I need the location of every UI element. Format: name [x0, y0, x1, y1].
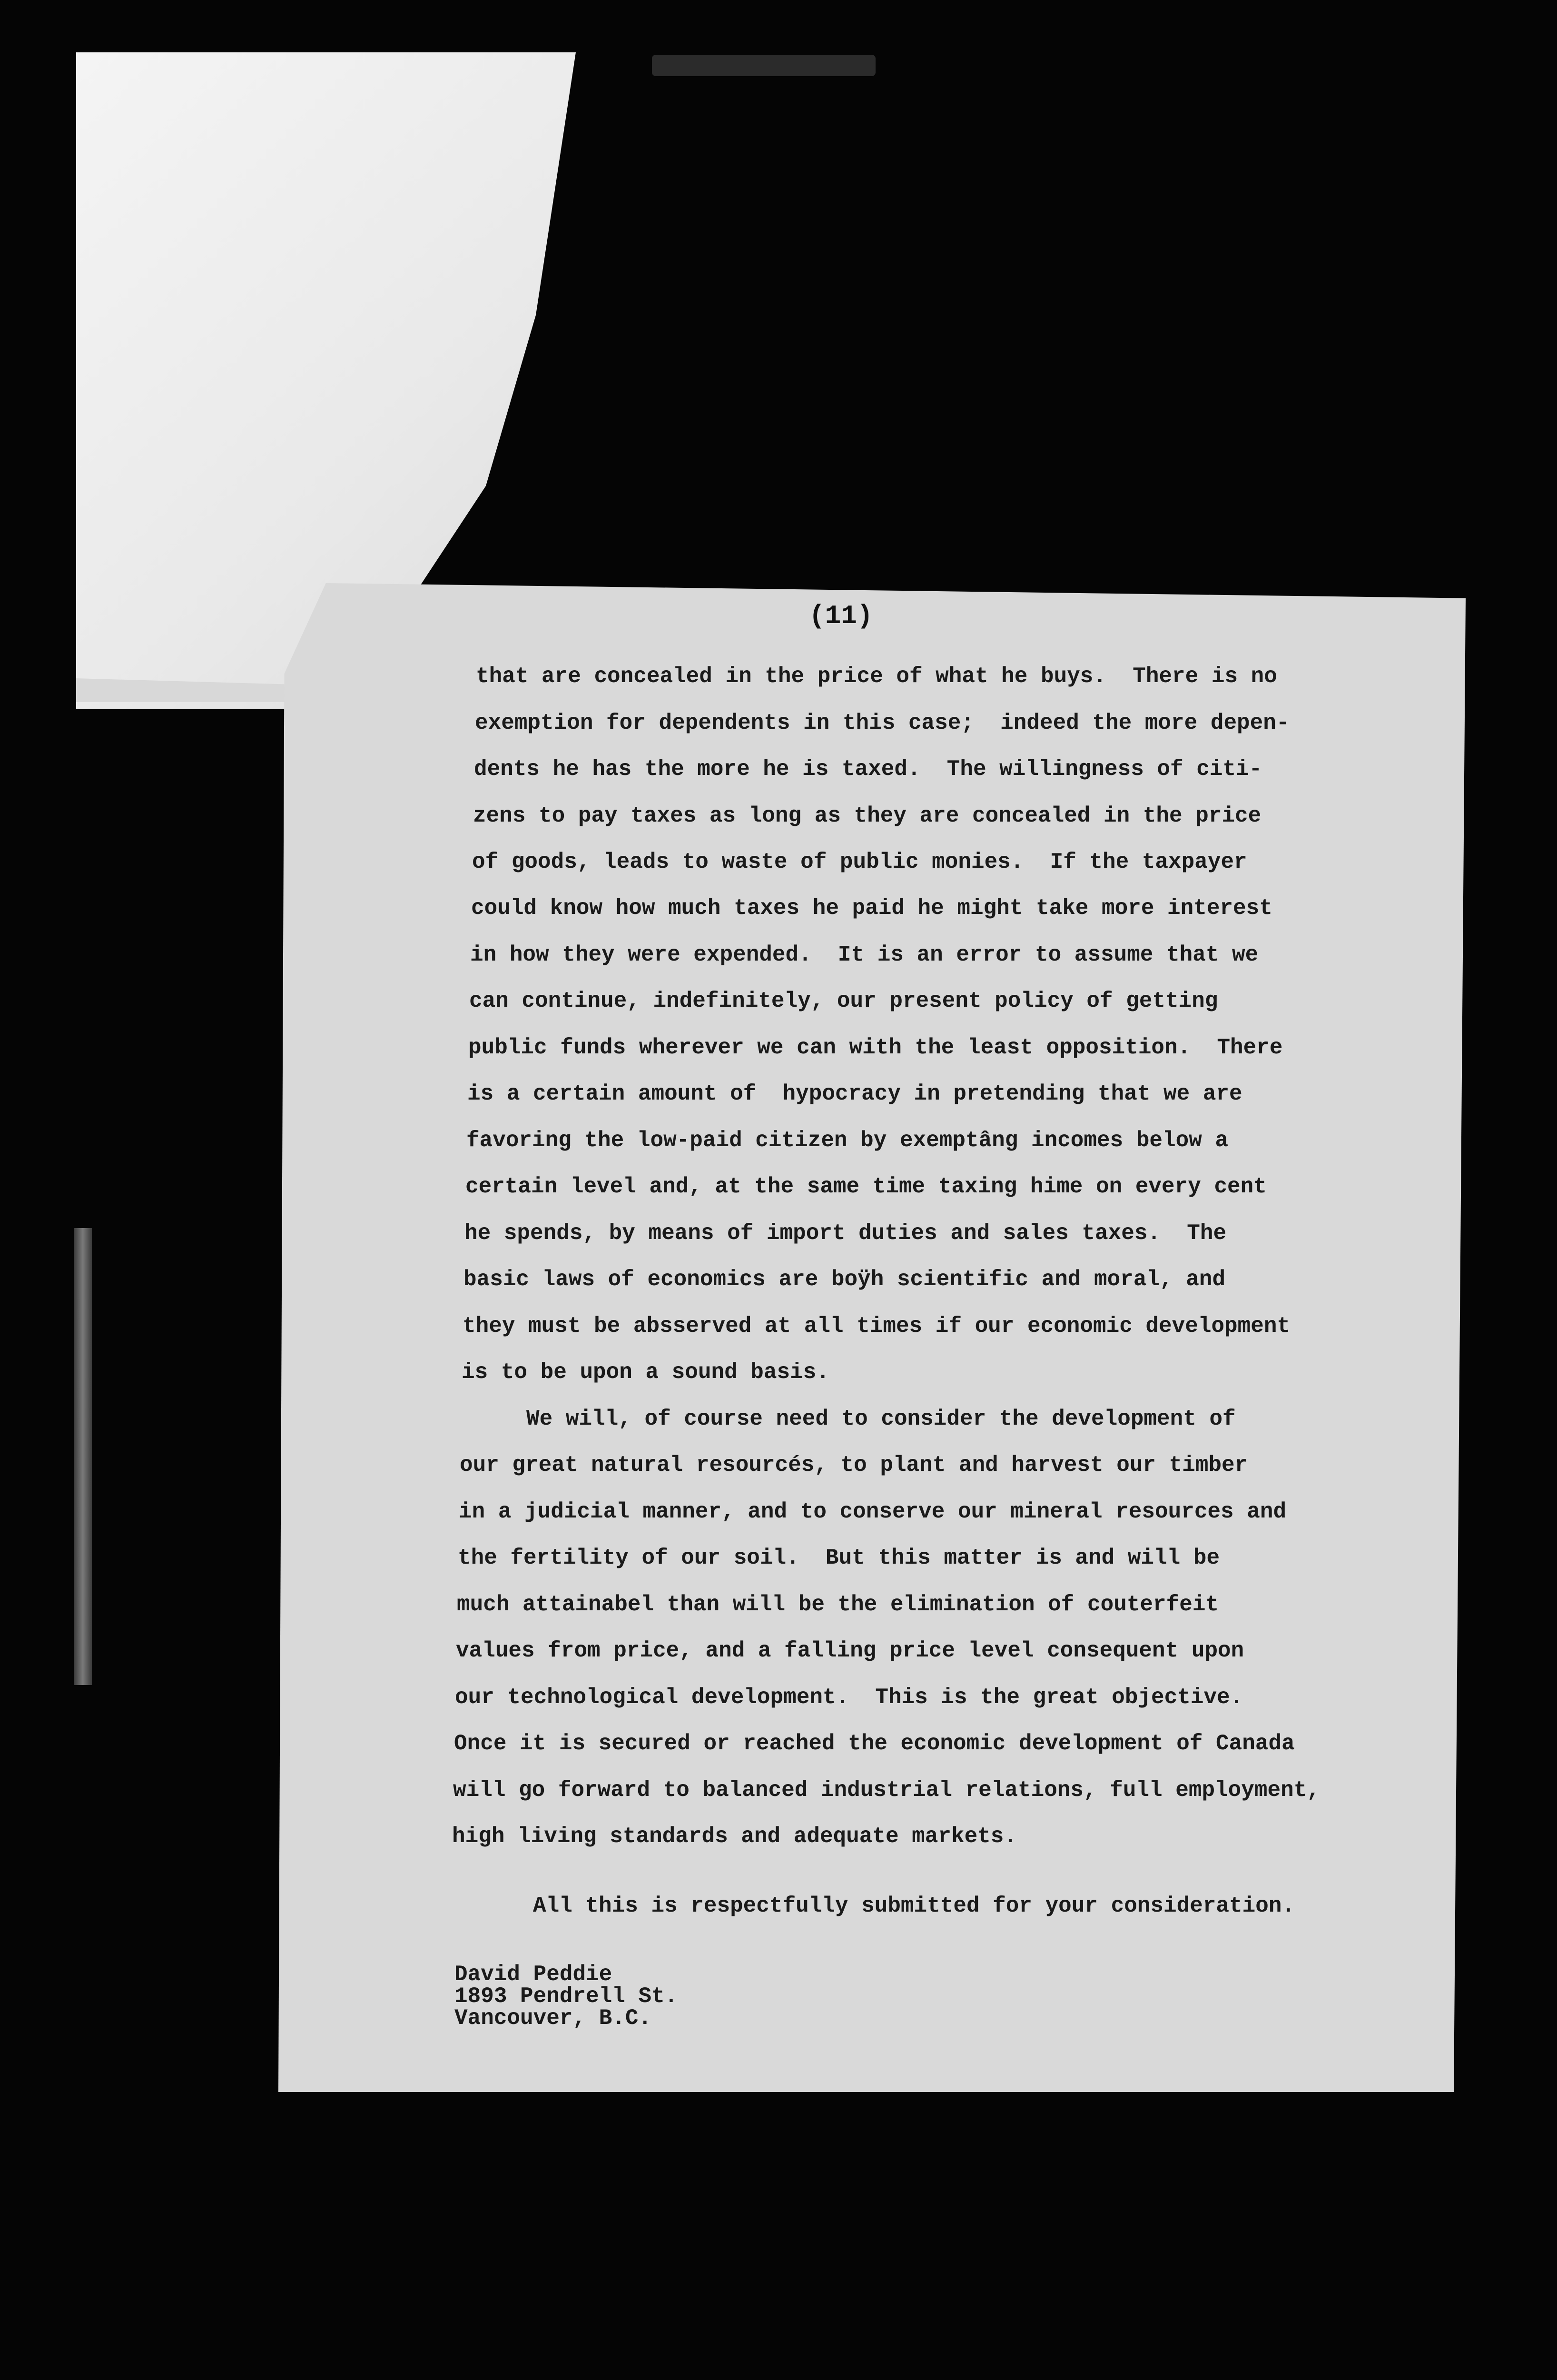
text-line: of goods, leads to waste of public monies. If the taxpayer	[472, 850, 1247, 874]
text-line: is to be upon a sound basis.	[462, 1360, 829, 1385]
signature-city: Vancouver, B.C.	[454, 2006, 652, 2031]
closing-line: All this is respectfully submitted for your consideration.	[533, 1894, 1295, 1918]
text-line: that are concealed in the price of what he buys. There is no	[476, 664, 1277, 689]
film-smudge	[652, 55, 876, 76]
text-line: the fertility of our soil. But this matter is and will be	[458, 1546, 1220, 1570]
text-line: dents he has the more he is taxed. The willingness of citi-	[474, 757, 1262, 782]
text-line: values from price, and a falling price level consequent upon	[456, 1638, 1244, 1663]
text-line: certain level and, at the same time taxing hime on every cent	[465, 1174, 1267, 1199]
text-line: can continue, indefinitely, our present policy of getting	[469, 989, 1218, 1013]
text-line: zens to pay taxes as long as they are concealed in the price	[473, 803, 1261, 828]
text-line: he spends, by means of import duties and sales taxes. The	[464, 1221, 1227, 1246]
text-line: much attainabel than will be the elimination of couterfeit	[457, 1592, 1219, 1617]
text-line: high living standards and adequate markets.	[452, 1824, 1017, 1849]
text-line: our great natural resourcés, to plant and harvest our timber	[460, 1453, 1248, 1478]
text-line: in how they were expended. It is an error to assume that we	[470, 942, 1259, 967]
text-line: our technological development. This is the great objective.	[455, 1685, 1243, 1710]
page-number: (11)	[809, 601, 873, 631]
text-line: Once it is secured or reached the economic development of Canada	[454, 1731, 1295, 1756]
text-line: is a certain amount of hypocracy in pretending that we are	[467, 1081, 1242, 1106]
text-line: exemption for dependents in this case; indeed the more depen-	[475, 711, 1290, 735]
signature-block	[454, 1964, 678, 2029]
text-line: they must be absserved at all times if our economic development	[463, 1314, 1291, 1339]
film-edge-strip	[74, 1228, 92, 1685]
signature-name: David Peddie	[454, 1962, 612, 1987]
text-line: We will, of course need to consider the development of	[461, 1407, 1236, 1431]
text-line: public funds wherever we can with the least opposition. There	[468, 1035, 1283, 1060]
signature-street: 1893 Pendrell St.	[454, 1984, 678, 2009]
text-line: basic laws of economics are boÿh scientific and moral, and	[463, 1267, 1226, 1292]
text-line: in a judicial manner, and to conserve our mineral resources and	[459, 1499, 1287, 1524]
text-line: will go forward to balanced industrial relations, full employment,	[453, 1778, 1320, 1803]
text-line: favoring the low-paid citizen by exemptâng incomes below a	[466, 1128, 1229, 1153]
text-line: could know how much taxes he paid he might take more interest	[471, 896, 1272, 921]
